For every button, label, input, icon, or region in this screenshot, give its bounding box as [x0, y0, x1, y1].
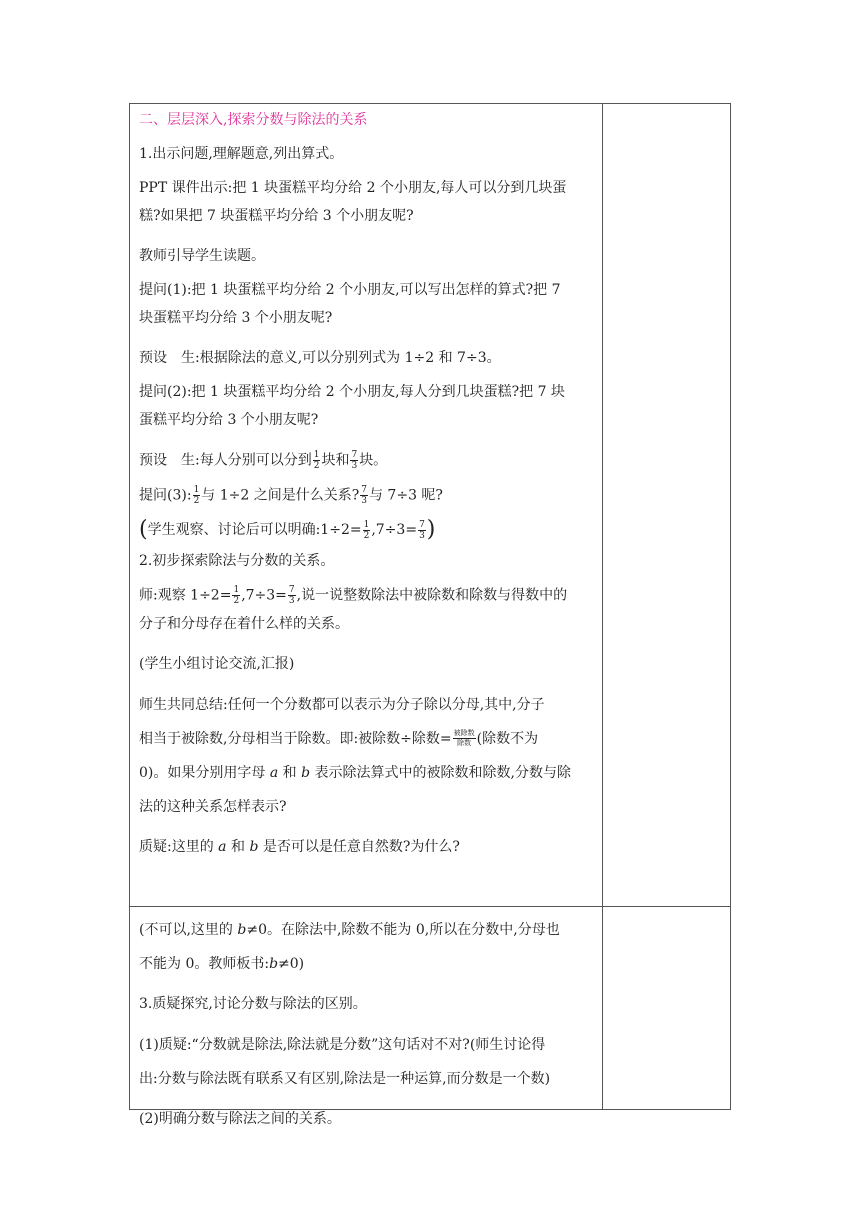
content-cell [130, 104, 603, 906]
notes-cell [603, 104, 730, 906]
denominator: 2 [313, 461, 320, 471]
paragraph [139, 585, 602, 641]
fraction [363, 520, 371, 541]
numerator: 7 [288, 585, 295, 595]
text: 块。 [359, 452, 388, 469]
table-row [129, 103, 731, 906]
numerator: 1 [313, 450, 320, 460]
paragraph [139, 688, 602, 824]
paragraph [139, 280, 602, 335]
text: 提问(3): [139, 487, 192, 503]
text: 表示除法算式中的被除数和除数,分数与除 [310, 764, 571, 781]
text: 蛋糕平均分给 3 个小朋友呢? [139, 412, 319, 428]
paragraph [139, 382, 602, 437]
denominator: 2 [363, 530, 370, 541]
paragraph: 1.出示问题,理解题意,列出算式。 [139, 146, 344, 162]
text: 提问(2):把 1 块蛋糕平均分给 2 个小朋友,每人分到几块蛋糕?把 7 块 [139, 384, 565, 400]
paragraph [139, 519, 602, 541]
table-row [129, 906, 731, 1127]
numerator: 1 [233, 585, 240, 595]
text: 和 [226, 838, 250, 855]
denominator: 2 [233, 596, 240, 606]
text: 师:观察 1÷2= [139, 587, 232, 604]
text: ,7÷3= [241, 587, 287, 604]
paragraph: (2)明确分数与除法之间的关系。 [139, 1111, 341, 1127]
numerator: 7 [351, 450, 358, 460]
text: 与 7÷3 呢? [368, 487, 443, 503]
lesson-table [129, 103, 731, 1127]
text: 出:分数与除法既有联系又有区别,除法是一种运算,而分数是一个数) [139, 1071, 551, 1087]
text: 和 [278, 764, 302, 781]
paragraph [139, 178, 602, 233]
text: 预设 生:每人分别可以分到 [139, 452, 312, 469]
text: 块和 [321, 452, 350, 469]
text: (不可以,这里的 [139, 922, 238, 938]
fraction [418, 520, 426, 541]
var-a: a [218, 838, 227, 855]
denominator: 3 [288, 596, 295, 606]
paragraph: 2.初步探索除法与分数的关系。 [139, 553, 335, 569]
text: PPT 课件出示:把 1 块蛋糕平均分给 2 个小朋友,每人可以分到几块蛋 [139, 180, 567, 196]
fraction [360, 485, 368, 506]
text: 质疑:这里的 [139, 838, 219, 855]
paragraph [139, 1028, 602, 1096]
paren: ( [139, 517, 148, 542]
var-b: b [269, 956, 279, 972]
text: ≠0) [278, 956, 305, 972]
notes-cell [603, 907, 730, 1109]
paragraph [139, 913, 602, 981]
var-b: b [301, 764, 311, 781]
numerator: 被除数 [453, 729, 475, 737]
numerator: 7 [419, 519, 425, 530]
fraction [232, 585, 240, 606]
var-a: a [269, 764, 279, 781]
var-b: b [249, 838, 259, 855]
paragraph [139, 485, 602, 507]
text: 师生共同总结:任何一个分数都可以表示为分子除以分母,其中,分子 [139, 696, 545, 713]
paragraph [139, 837, 602, 858]
text: 0)。如果分别用字母 [139, 764, 270, 781]
denominator: 3 [419, 530, 425, 541]
fraction [453, 729, 476, 748]
paragraph [139, 450, 602, 472]
paren: ) [426, 517, 436, 542]
paragraph: 3.质疑探究,讨论分数与除法的区别。 [139, 996, 367, 1012]
paragraph: (学生小组讨论交流,汇报) [139, 655, 295, 672]
text: 与 1÷2 之间是什么关系? [201, 487, 360, 503]
text: 提问(1):把 1 块蛋糕平均分给 2 个小朋友,可以写出怎样的算式?把 7 [139, 282, 561, 298]
fraction [313, 450, 321, 471]
text: ≠0。在除法中,除数不能为 0,所以在分数中,分母也 [246, 922, 560, 938]
paragraph: 教师引导学生读题。 [139, 248, 265, 264]
denominator: 3 [351, 461, 358, 471]
content-cell [130, 907, 603, 1127]
text: (除数不为 [476, 730, 539, 747]
text: 不能为 0。教师板书: [139, 956, 270, 972]
fraction [288, 585, 296, 606]
text: 糕?如果把 7 块蛋糕平均分给 3 个小朋友呢? [139, 208, 414, 224]
denominator: 3 [361, 495, 367, 506]
numerator: 7 [361, 484, 367, 495]
text: 分子和分母存在着什么样的关系。 [139, 615, 349, 632]
section-heading: 二、层层深入,探索分数与除法的关系 [139, 112, 368, 128]
fraction [350, 450, 358, 471]
var-b: b [237, 922, 247, 938]
denominator: 2 [193, 495, 200, 506]
paragraph: 预设 生:根据除法的意义,可以分别列式为 1÷2 和 7÷3。 [139, 350, 501, 366]
text: 块蛋糕平均分给 3 个小朋友呢? [139, 310, 333, 326]
text: 法的这种关系怎样表示? [139, 798, 287, 815]
text: 相当于被除数,分母相当于除数。即:被除数÷除数= [139, 730, 452, 747]
fraction [193, 485, 201, 506]
text: 是否可以是任意自然数?为什么? [258, 838, 460, 855]
text: (1)质疑:“分数就是除法,除法就是分数”这句话对不对?(师生讨论得 [139, 1037, 546, 1053]
text: 学生观察、讨论后可以明确:1÷2= [147, 522, 362, 538]
text: ,说一说整数除法中被除数和除数与得数中的 [296, 587, 568, 604]
text: ,7÷3= [371, 522, 418, 538]
numerator: 1 [363, 519, 370, 530]
numerator: 1 [193, 484, 200, 495]
denominator: 除数 [457, 739, 472, 747]
